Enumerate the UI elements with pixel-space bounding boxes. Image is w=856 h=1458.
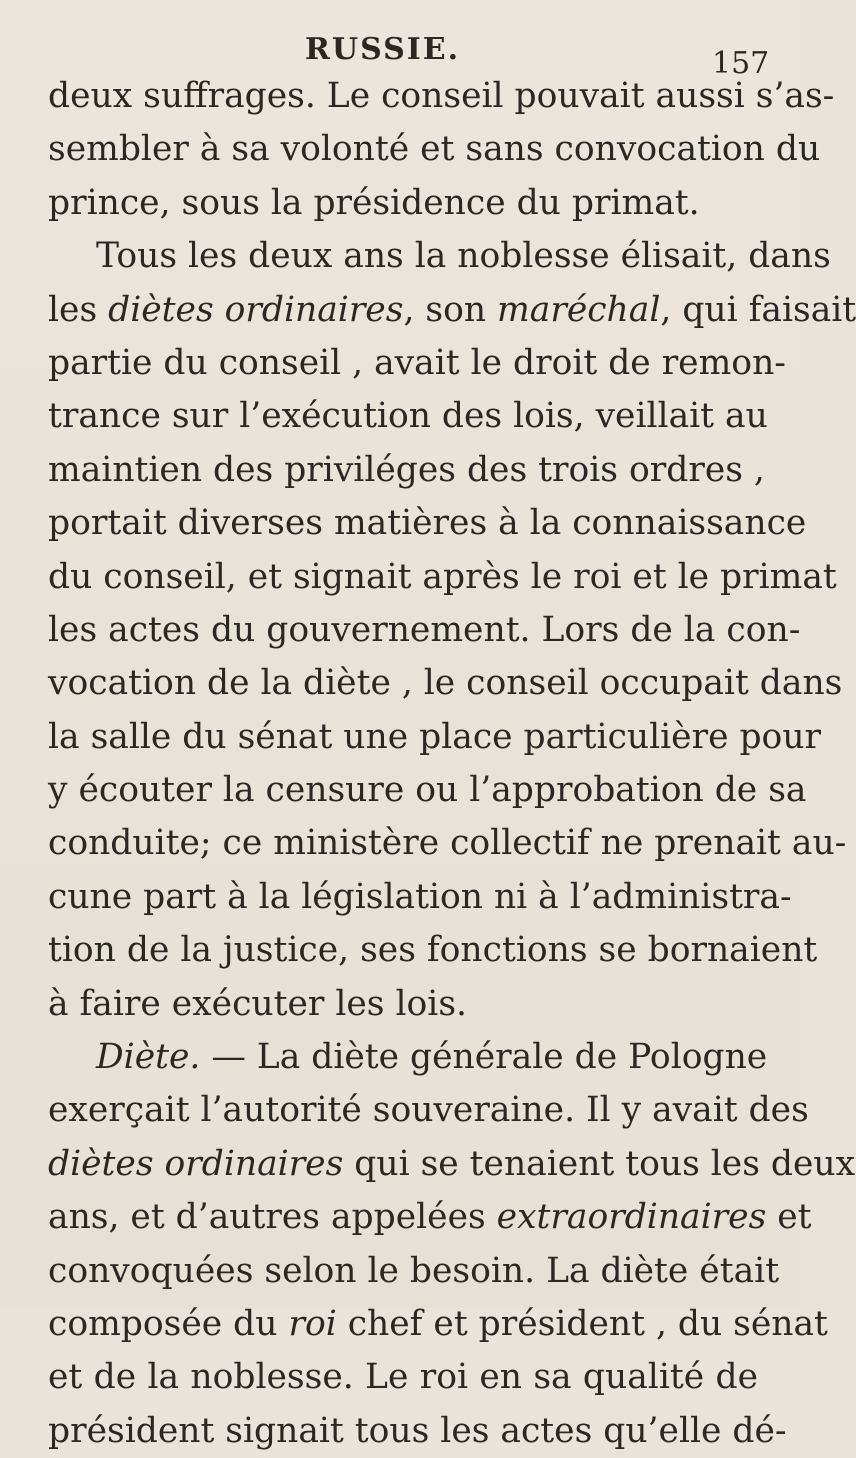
page-header xyxy=(0,10,800,81)
text-line: du conseil, et signait après le roi et le primat xyxy=(48,556,837,597)
text-line: maintien des priviléges des trois ordres , xyxy=(48,449,765,490)
text-fragment: extraordinaires xyxy=(496,1197,767,1238)
page-number: 157 xyxy=(712,46,770,81)
body-text xyxy=(48,70,856,1458)
text-line: sembler à sa volonté et sans convocation du xyxy=(48,129,821,170)
text-line: vocation de la diète , le conseil occupait dans xyxy=(48,663,843,704)
text-line: prince, sous la présidence du primat. xyxy=(48,182,700,223)
text-line: à faire exécuter les lois. xyxy=(48,983,467,1024)
text-fragment: Diète. xyxy=(96,1037,201,1078)
text-line: partie du conseil , avait le droit de remon- xyxy=(48,342,786,383)
text-line: portait diverses matières à la connaissance xyxy=(48,503,807,544)
text-line: y écouter la censure ou l’approbation de sa xyxy=(48,770,807,811)
text-line xyxy=(48,1191,812,1244)
text-line: convoquées selon le besoin. La diète était xyxy=(48,1250,780,1291)
text-line xyxy=(48,1298,828,1351)
text-line xyxy=(48,284,856,337)
text-line: les actes du gouvernement. Lors de la con- xyxy=(48,609,801,650)
text-fragment: qui se tenaient tous les deux xyxy=(343,1143,856,1184)
text-line: exerçait l’autorité souveraine. Il y avait des xyxy=(48,1090,809,1131)
text-line: trance sur l’exécution des lois, veillait au xyxy=(48,396,768,437)
text-line: deux suffrages. Le conseil pouvait aussi s’as- xyxy=(48,76,835,116)
text-line: tion de la justice, ses fonctions se bornaient xyxy=(48,930,818,971)
text-line: Tous les deux ans la noblesse élisait, dans xyxy=(96,236,831,277)
text-fragment: ans, et d’autres appelées xyxy=(48,1197,497,1238)
text-fragment: , son xyxy=(403,289,498,330)
text-line: et de la noblesse. Le roi en sa qualité de xyxy=(48,1357,758,1398)
text-fragment: diètes ordinaires xyxy=(48,1143,344,1184)
running-title: RUSSIE. xyxy=(305,32,461,67)
text-line xyxy=(48,1138,856,1191)
text-fragment: maréchal xyxy=(497,289,661,330)
text-line xyxy=(48,1031,768,1084)
text-fragment: chef et président , du sénat xyxy=(336,1303,828,1344)
text-line: président signait tous les actes qu’elle dé- xyxy=(48,1410,787,1451)
text-fragment: roi xyxy=(288,1303,337,1344)
text-line: conduite; ce ministère collectif ne prenait au- xyxy=(48,823,847,864)
text-fragment: et xyxy=(766,1197,812,1238)
text-line: la salle du sénat une place particulière pour xyxy=(48,716,822,757)
text-fragment: les xyxy=(48,289,109,330)
text-fragment: — La diète générale de Pologne xyxy=(200,1037,768,1078)
text-line: cune part à la législation ni à l’administra- xyxy=(48,876,792,917)
text-fragment: , qui faisait xyxy=(660,289,856,330)
text-fragment: diètes ordinaires xyxy=(108,289,404,330)
text-fragment: composée du xyxy=(48,1303,289,1344)
